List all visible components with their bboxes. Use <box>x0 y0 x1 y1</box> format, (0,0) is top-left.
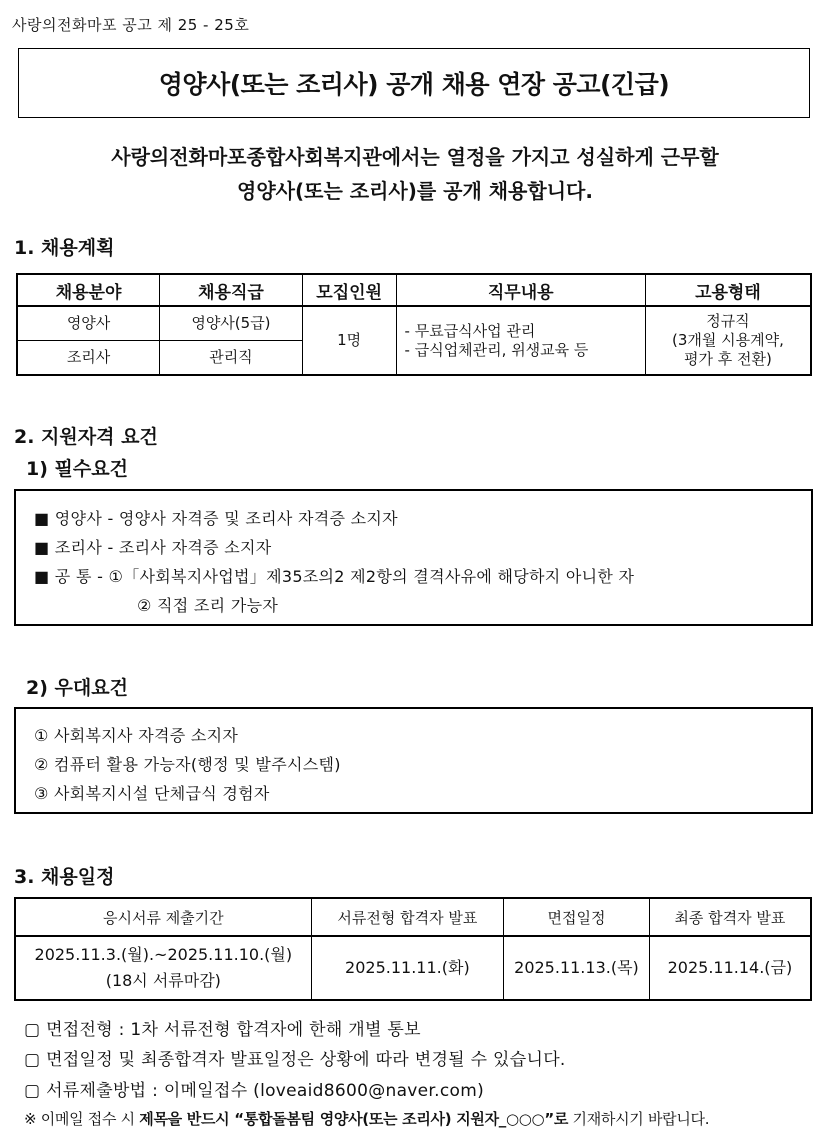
email-note-bold: 제목을 반드시 “통합돌봄팀 영양사(또는 조리사) 지원자_○○○”로 <box>139 1110 569 1128</box>
preferred-box <box>14 707 813 814</box>
field-cell: 조리사 <box>17 341 160 376</box>
application-period-cell <box>15 936 311 1000</box>
grade-cell: 관리직 <box>160 341 303 376</box>
headcount-cell: 1명 <box>302 306 396 375</box>
page-title: 영양사(또는 조리사) 공개 채용 연장 공고(긴급) <box>158 70 670 99</box>
field-cell: 영양사 <box>17 306 160 341</box>
doc-result-cell: 2025.11.11.(화) <box>311 936 503 1000</box>
notice-number: 사랑의전화마포 공고 제 25 - 25호 <box>12 16 250 34</box>
table-header-row <box>15 898 811 936</box>
note-item: ▢ 면접일정 및 최종합격자 발표일정은 상황에 따라 변경될 수 있습니다. <box>24 1050 566 1070</box>
required-line: ■ 영양사 - 영양사 자격증 및 조리사 자격증 소지자 <box>34 509 398 528</box>
header-cell: 최종 합격자 발표 <box>649 898 811 936</box>
table-header-row <box>17 274 811 306</box>
employment-cell <box>645 306 811 375</box>
required-box <box>14 489 813 626</box>
note-item: ▢ 면접전형 : 1차 서류전형 합격자에 한해 개별 통보 <box>24 1020 421 1040</box>
section3-heading: 3. 채용일정 <box>14 866 115 888</box>
grade-cell: 영양사(5급) <box>160 306 303 341</box>
required-line: ② 직접 조리 가능자 <box>137 596 279 615</box>
header-cell: 모집인원 <box>302 274 396 306</box>
preferred-line: ① 사회복지사 자격증 소지자 <box>34 726 239 745</box>
intro-line-1: 사랑의전화마포종합사회복지관에서는 열정을 가지고 성실하게 근무할 <box>111 145 719 169</box>
table-row <box>15 936 811 1000</box>
header-cell: 고용형태 <box>645 274 811 306</box>
schedule-table <box>14 897 812 1001</box>
required-heading: 1) 필수요건 <box>26 458 128 480</box>
employment-line: (3개월 시용계약, <box>672 331 784 349</box>
employment-line: 정규직 <box>706 312 750 330</box>
header-cell: 직무내용 <box>396 274 645 306</box>
email-note <box>24 1108 709 1129</box>
employment-line: 평가 후 전환) <box>684 350 772 368</box>
header-cell: 면접일정 <box>504 898 650 936</box>
note-item: ▢ 서류제출방법 : 이메일접수 (loveaid8600@naver.com) <box>24 1081 485 1101</box>
preferred-line: ③ 사회복지시설 단체급식 경험자 <box>34 784 270 803</box>
interview-cell: 2025.11.13.(목) <box>504 936 650 1000</box>
header-cell: 서류전형 합격자 발표 <box>311 898 503 936</box>
final-result-cell: 2025.11.14.(금) <box>649 936 811 1000</box>
duty-line: - 급식업체관리, 위생교육 등 <box>404 340 589 359</box>
preferred-line: ② 컴퓨터 활용 가능자(행정 및 발주시스템) <box>34 755 341 774</box>
header-cell: 채용직급 <box>160 274 303 306</box>
section1-heading: 1. 채용계획 <box>14 237 115 259</box>
title-box <box>18 48 810 118</box>
preferred-heading: 2) 우대요건 <box>26 677 128 699</box>
required-line: ■ 조리사 - 조리사 자격증 소지자 <box>34 538 272 557</box>
section2-heading: 2. 지원자격 요건 <box>14 426 158 448</box>
duty-line: - 무료급식사업 관리 <box>404 321 536 340</box>
intro-line-2: 영양사(또는 조리사)를 공개 채용합니다. <box>237 179 593 203</box>
intro-text <box>30 140 800 208</box>
recruitment-plan-table <box>16 273 812 376</box>
required-line: ■ 공 통 - ①「사회복지사업법」제35조의2 제2항의 결격사유에 해당하지 아니한 자 <box>34 567 635 586</box>
email-note-prefix: ※ 이메일 접수 시 <box>24 1110 140 1128</box>
header-cell: 채용분야 <box>17 274 160 306</box>
header-cell: 응시서류 제출기간 <box>15 898 311 936</box>
duty-cell <box>396 306 645 375</box>
email-note-suffix: 기재하시기 바랍니다. <box>568 1110 710 1128</box>
period-line: 2025.11.3.(월).~2025.11.10.(월) <box>34 945 293 964</box>
table-row <box>17 306 811 341</box>
period-line: (18시 서류마감) <box>105 971 221 990</box>
